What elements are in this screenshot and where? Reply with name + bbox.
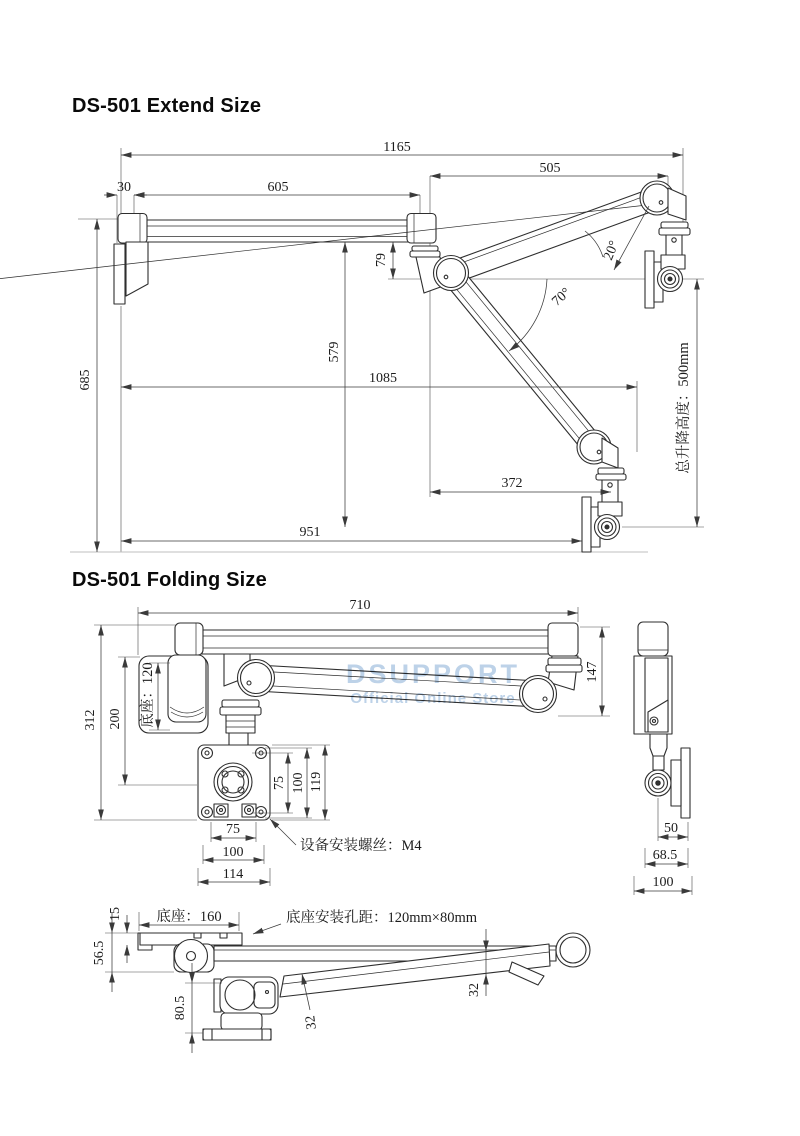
dim-56-5: 56.5 (92, 940, 107, 966)
dim-685: 685 (78, 369, 93, 391)
folding-title: DS-501 Folding Size (72, 569, 267, 591)
dim-119: 119 (309, 771, 324, 793)
topview-drawing (92, 907, 590, 1053)
folding-arm-art (139, 622, 690, 820)
dim-1085: 1085 (369, 371, 397, 386)
dim-vesa-75h: 75 (226, 822, 240, 837)
dim-side-100: 100 (652, 875, 674, 890)
dim-200: 200 (108, 708, 123, 730)
dim-vesa-100h: 100 (222, 845, 244, 860)
watermark-brand: DSUPPORT (345, 659, 521, 689)
dim-32-tube: 32 (303, 1014, 320, 1031)
dim-68-5: 68.5 (652, 848, 678, 863)
dim-32-arm: 32 (467, 983, 482, 997)
extend-drawing (0, 140, 704, 552)
topview-art (138, 933, 590, 1040)
dim-1165: 1165 (383, 140, 411, 155)
dim-vesa-75v: 75 (272, 776, 287, 790)
folding-drawing (83, 598, 692, 895)
dim-951: 951 (299, 525, 321, 540)
dim-50: 50 (664, 821, 678, 836)
dim-505: 505 (539, 161, 561, 176)
dim-114: 114 (222, 867, 244, 882)
label-base-hole-distance: 底座安装孔距：120mm×80mm (286, 910, 478, 926)
dim-angle-20: 20° (601, 238, 623, 263)
dim-80-5: 80.5 (173, 995, 188, 1021)
topview-extension-lines (105, 912, 239, 1033)
dim-base-160: 底座：160 (156, 909, 222, 925)
dim-147: 147 (585, 661, 600, 683)
dim-base-120: 底座：120 (140, 662, 156, 728)
watermark-store: Official Online Store (350, 689, 516, 707)
dim-372: 372 (501, 476, 523, 491)
dim-605: 605 (267, 180, 289, 195)
dim-30: 30 (117, 180, 131, 195)
dim-79: 79 (374, 253, 389, 267)
extend-title: DS-501 Extend Size (72, 95, 262, 117)
dim-vesa-100v: 100 (291, 772, 306, 794)
dim-710: 710 (349, 598, 371, 613)
dim-angle-70: 70° (549, 285, 574, 310)
dim-lift-height: 总升降高度：500mm (676, 342, 692, 474)
dim-312: 312 (83, 709, 98, 731)
dim-15: 15 (108, 907, 123, 921)
dim-579: 579 (327, 341, 342, 363)
label-device-screw: 设备安装螺丝：M4 (300, 838, 422, 854)
